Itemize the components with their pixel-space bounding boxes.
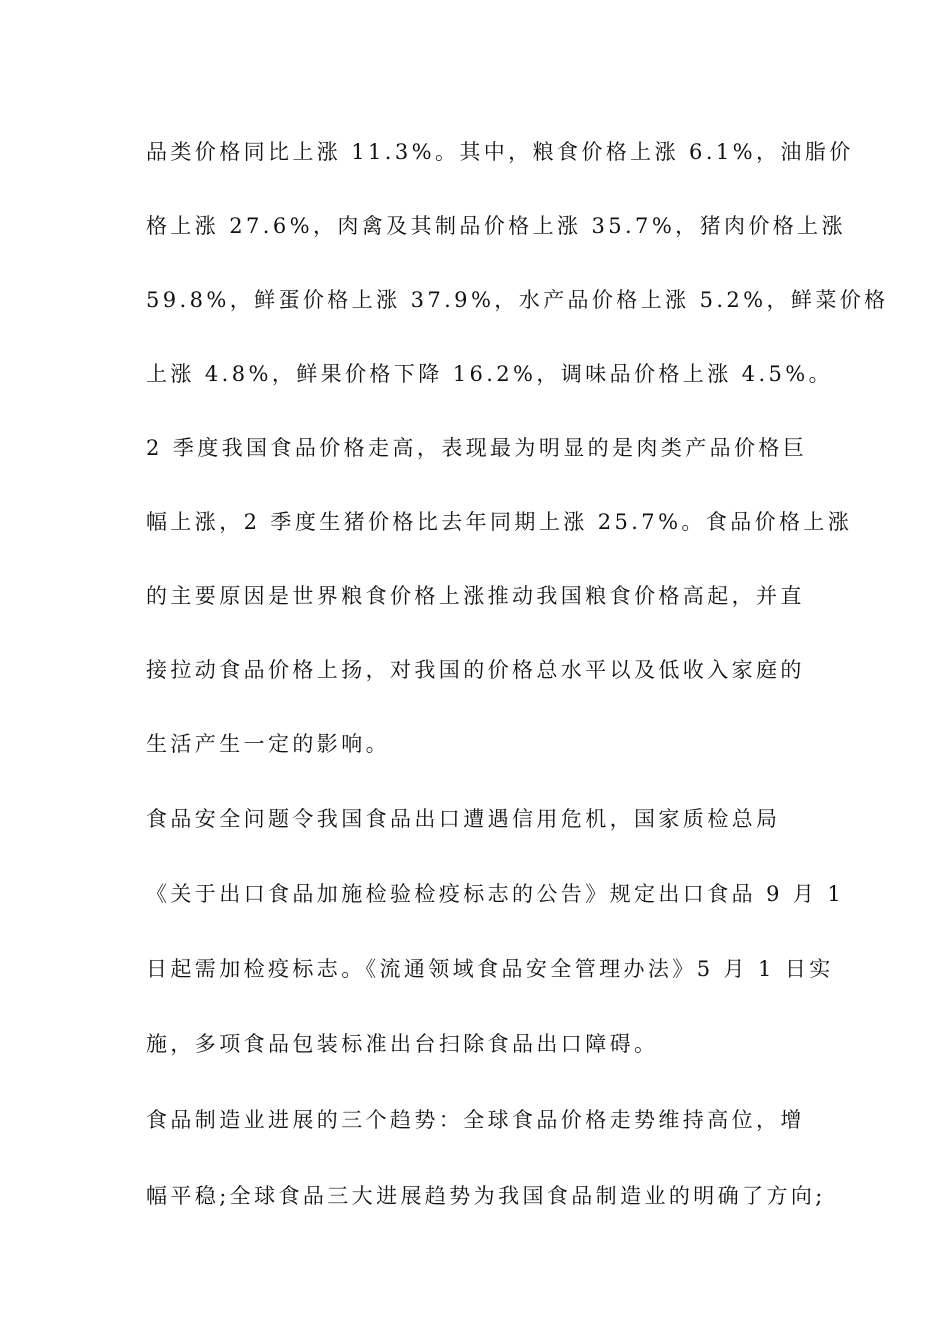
text-line-11: 《关于出口食品加施检验检疫标志的公告》规定出口食品 9 月 1: [146, 882, 845, 906]
text-line-8: 接拉动食品价格上扬，对我国的价格总水平以及低收入家庭的: [146, 658, 805, 682]
text-line-1: 品类价格同比上涨 11.3%。其中，粮食价格上涨 6.1%，油脂价: [146, 140, 854, 164]
text-line-15: 幅平稳;全球食品三大进展趋势为我国食品制造业的明确了方向;: [146, 1184, 826, 1208]
text-line-5: 2 季度我国食品价格走高，表现最为明显的是肉类产品价格巨: [146, 436, 808, 460]
text-line-3: 59.8%，鲜蛋价格上涨 37.9%，水产品价格上涨 5.2%，鲜菜价格: [146, 288, 889, 312]
text-line-13: 施，多项食品包装标准出台扫除食品出口障碍。: [146, 1032, 659, 1056]
text-line-9: 生活产生一定的影响。: [146, 732, 390, 756]
text-line-10: 食品安全问题令我国食品出口遭遇信用危机，国家质检总局: [146, 807, 781, 831]
text-line-12: 日起需加检疫标志。《流通领域食品安全管理办法》5 月 1 日实: [146, 957, 834, 981]
text-line-6: 幅上涨，2 季度生猪价格比去年同期上涨 25.7%。食品价格上涨: [146, 510, 853, 534]
text-line-14: 食品制造业进展的三个趋势：全球食品价格走势维持高位，增: [146, 1108, 805, 1132]
text-line-7: 的主要原因是世界粮食价格上涨推动我国粮食价格高起，并直: [146, 584, 805, 608]
text-line-4: 上涨 4.8%，鲜果价格下降 16.2%，调味品价格上涨 4.5%。: [146, 362, 834, 386]
text-line-2: 格上涨 27.6%，肉禽及其制品价格上涨 35.7%，猪肉价格上涨: [146, 214, 846, 238]
